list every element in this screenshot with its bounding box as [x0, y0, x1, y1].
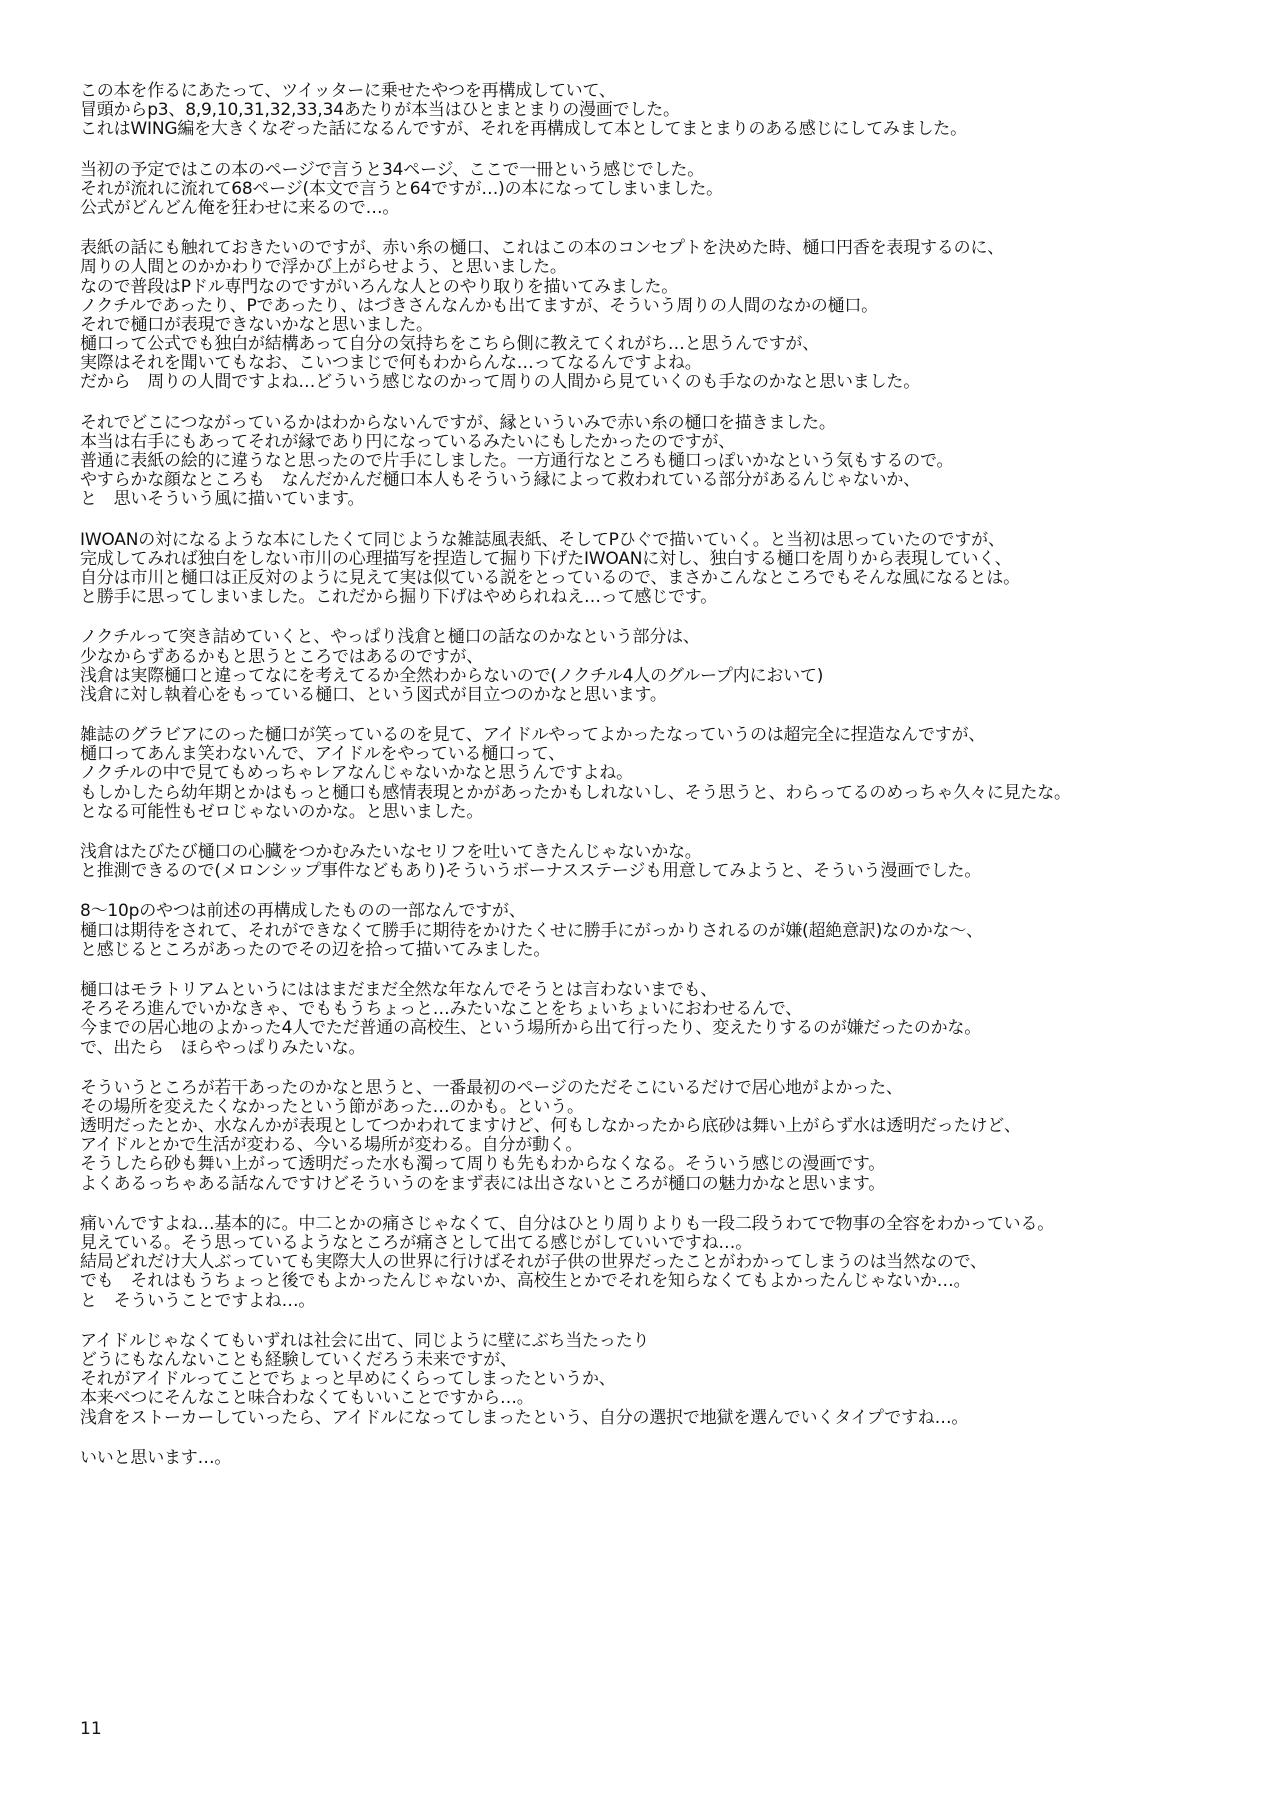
text-line: 完成してみれば独白をしない市川の心理描写を捏造して掘り下げたIWOANに対し、独白する樋口を周りから表現していく、	[80, 548, 1012, 569]
text-line: ノクチルって突き詰めていくと、やっぱり浅倉と樋口の話なのかなという部分は、	[80, 627, 700, 648]
text-line: IWOANの対になるような本にしたくて同じような雑誌風表紙、そしてPひぐで描いていく。と当初は思っていたのですが、	[80, 529, 1005, 550]
text-line: 浅倉をストーカーしていったら、アイドルになってしまったという、自分の選択で地獄を選んでいくタイプですね…。	[80, 1407, 969, 1428]
paragraph	[80, 902, 1240, 960]
text-line: アイドルとかで生活が変わる、今いる場所が変わる。自分が動く。	[80, 1135, 583, 1156]
text-line: 8～10pのやつは前述の再構成したものの一部なんですが、	[80, 901, 526, 922]
text-line: 浅倉は実際樋口と違ってなにを考えてるか全然わからないので(ノクチル4人のグループ内において)	[80, 665, 824, 686]
text-line: それがアイドルってことでちょっと早めにくらってしまったというか、	[80, 1369, 616, 1390]
text-line: これはWING編を大きくなぞった話になるんですが、それを再構成して本としてまとまりのある感じにしてみました。	[80, 119, 967, 140]
text-line: いいと思います…。	[80, 1447, 232, 1468]
text-line: 樋口はモラトリアムというにははまだまだ全然な年なんでそうとは言わないまでも、	[80, 979, 718, 1000]
text-line: 雑誌のグラビアにのった樋口が笑っているのを見て、アイドルやってよかったなっていうのは超完全に捏造なんですが、	[80, 725, 986, 746]
afterword-text	[80, 82, 1240, 1489]
text-line: 結局どれだけ大人ぶっていても実際大人の世界に行けばそれが子供の世界だったことがわかってしまうのは当然なので、	[80, 1252, 987, 1273]
paragraph	[80, 161, 1240, 219]
text-line: 周りの人間とのかかわりで浮かび上がらせよう、と思いました。	[80, 257, 567, 278]
text-line: 表紙の話にも触れておきたいのですが、赤い糸の樋口、これはこの本のコンセプトを決めた時、樋口円香を表現するのに、	[80, 238, 1004, 259]
text-line: 実際はそれを聞いてもなお、こいつまじで何もわからんな…ってなるんですよね。	[80, 353, 702, 374]
text-line: そうしたら砂も舞い上がって透明だった水も濁って周りも先もわからなくなる。そういう感じの漫画です。	[80, 1154, 886, 1175]
page-number: 11	[80, 1719, 102, 1739]
text-line: と感じるところがあったのでその辺を拾って描いてみました。	[80, 939, 551, 960]
text-line: 普通に表紙の絵的に違うなと思ったので片手にしました。一方通行なところも樋口っぽいかなという気もするので。	[80, 451, 954, 471]
paragraph	[80, 1079, 1240, 1194]
text-line: 少なからずあるかもと思うところではあるのですが、	[80, 646, 484, 667]
text-line: ノクチルであったり、Pであったり、はづきさんなんかも出てますが、そういう周りの人間のなかの樋口。	[80, 295, 878, 316]
text-line: 見えている。そう思っているようなところが痛さとして出てる感じがしていいですね…。	[80, 1233, 752, 1253]
text-line: よくあるっちゃある話なんですけどそういうのをまず表には出さないところが樋口の魅力かなと思います。	[80, 1173, 886, 1194]
text-line: それが流れに流れて68ページ(本文で言うと64ですが…)の本になってしまいました。	[80, 178, 723, 199]
text-line: なので普段はPドル専門なのですがいろんな人とのやり取りを描いてみました。	[80, 276, 679, 297]
paragraph	[80, 414, 1240, 510]
text-line: それで樋口が表現できないかなと思いました。	[80, 314, 433, 335]
text-line: もしかしたら幼年期とかはもっと樋口も感情表現とかがあったかもしれないし、そう思うと、わらってるのめっちゃ久々に見たな。	[80, 782, 1071, 803]
text-line: 公式がどんどん俺を狂わせに来るので…。	[80, 197, 400, 218]
text-line: 痛いんですよね…基本的に。中二とかの痛さじゃなくて、自分はひとり周りよりも一段二段うわてで物事の全容をわかっている。	[80, 1213, 1055, 1234]
text-line: そろそろ進んでいかなきゃ、でももうちょっと…みたいなことをちょいちょいにおわせるんで、	[80, 999, 803, 1020]
paragraph	[80, 1332, 1240, 1428]
text-line: 冒頭からp3、8,9,10,31,32,33,34あたりが本当はひとまとまりの漫画でした。	[80, 100, 680, 121]
text-line: 本当は右手にもあってそれが縁であり円になっているみたいにもしたかったのですが、	[80, 431, 736, 452]
text-line: と勝手に思ってしまいました。これだから掘り下げはやめられねえ…って感じです。	[80, 587, 718, 608]
text-line: アイドルじゃなくてもいずれは社会に出て、同じように壁にぶち当たったり	[80, 1330, 650, 1351]
text-line: 今までの居心地のよかった4人でただ普通の高校生、という場所から出て行ったり、変えたりするのが嫌だったのかな。	[80, 1018, 982, 1039]
text-line: でも それはもうちょっと後でもよかったんじゃないか、高校生とかでそれを知らなくてもよかったんじゃないか…。	[80, 1271, 971, 1292]
text-line: 透明だったとか、水なんかが表現としてつかわれてますけど、何もしなかったから底砂は舞い上がらず水は透明だったけど、	[80, 1116, 1021, 1137]
text-line: 浅倉に対し執着心をもっている樋口、という図式が目立つのかなと思います。	[80, 684, 667, 705]
text-line: と そういうことですよね…。	[80, 1290, 316, 1311]
text-line: 浅倉はたびたび樋口の心臓をつかむみたいなセリフを吐いてきたんじゃないかな。	[80, 842, 702, 862]
text-line: その場所を変えたくなかったという節があった…のかも。という。	[80, 1096, 584, 1117]
text-line: そういうところが若干あったのかなと思うと、一番最初のページのただそこにいるだけで居心地がよかった、	[80, 1077, 903, 1098]
text-line: この本を作るにあたって、ツイッターに乗せたやつを再構成していて、	[80, 81, 616, 101]
paragraph	[80, 531, 1240, 608]
paragraph	[80, 82, 1240, 140]
paragraph	[80, 239, 1240, 393]
paragraph	[80, 1215, 1240, 1311]
text-line: どうにもなんないことも経験していくだろう未来ですが、	[80, 1349, 517, 1370]
paragraph	[80, 843, 1240, 881]
text-line: となる可能性もゼロじゃないのかな。と思いました。	[80, 801, 484, 822]
text-line: 自分は市川と樋口は正反対のように見えて実は似ている説をとっているので、まさかこんなところでもそんな風になるとは。	[80, 567, 1020, 588]
text-line: 樋口ってあんま笑わないんで、アイドルをやっている樋口って、	[80, 744, 565, 765]
paragraph	[80, 726, 1240, 822]
text-line: と推測できるので(メロンシップ事件などもあり)そういうボーナスステージも用意してみようと、そういう漫画でした。	[80, 861, 982, 882]
text-line: やすらかな顔なところも なんだかんだ樋口本人もそういう縁によって救われている部分があるんじゃないか、	[80, 470, 920, 491]
paragraph	[80, 1449, 1240, 1468]
text-line: それでどこにつながっているかはわからないんですが、縁といういみで赤い糸の樋口を描きました。	[80, 412, 836, 433]
paragraph	[80, 981, 1240, 1058]
text-line: 樋口は期待をされて、それができなくて勝手に期待をかけたくせに勝手にがっかりされるのが嫌(超絶意訳)なのかな～、	[80, 920, 983, 941]
text-line: と 思いそういう風に描いています。	[80, 489, 365, 510]
text-line: で、出たら ほらやっぱりみたいな。	[80, 1037, 366, 1058]
text-line: 本来べつにそんなこと味合わなくてもいいことですから…。	[80, 1388, 534, 1409]
text-line: ノクチルの中で見てもめっちゃレアなんじゃないかなと思うんですよね。	[80, 763, 633, 784]
text-line: 当初の予定ではこの本のページで言うと34ページ、ここで一冊という感じでした。	[80, 159, 704, 180]
paragraph	[80, 628, 1240, 705]
text-line: だから 周りの人間ですよね…どういう感じなのかって周りの人間から見ていくのも手なのかなと思いました。	[80, 372, 920, 393]
text-line: 樋口って公式でも独白が結構あって自分の気持ちをこちら側に教えてくれがち…と思うんですが、	[80, 334, 820, 355]
